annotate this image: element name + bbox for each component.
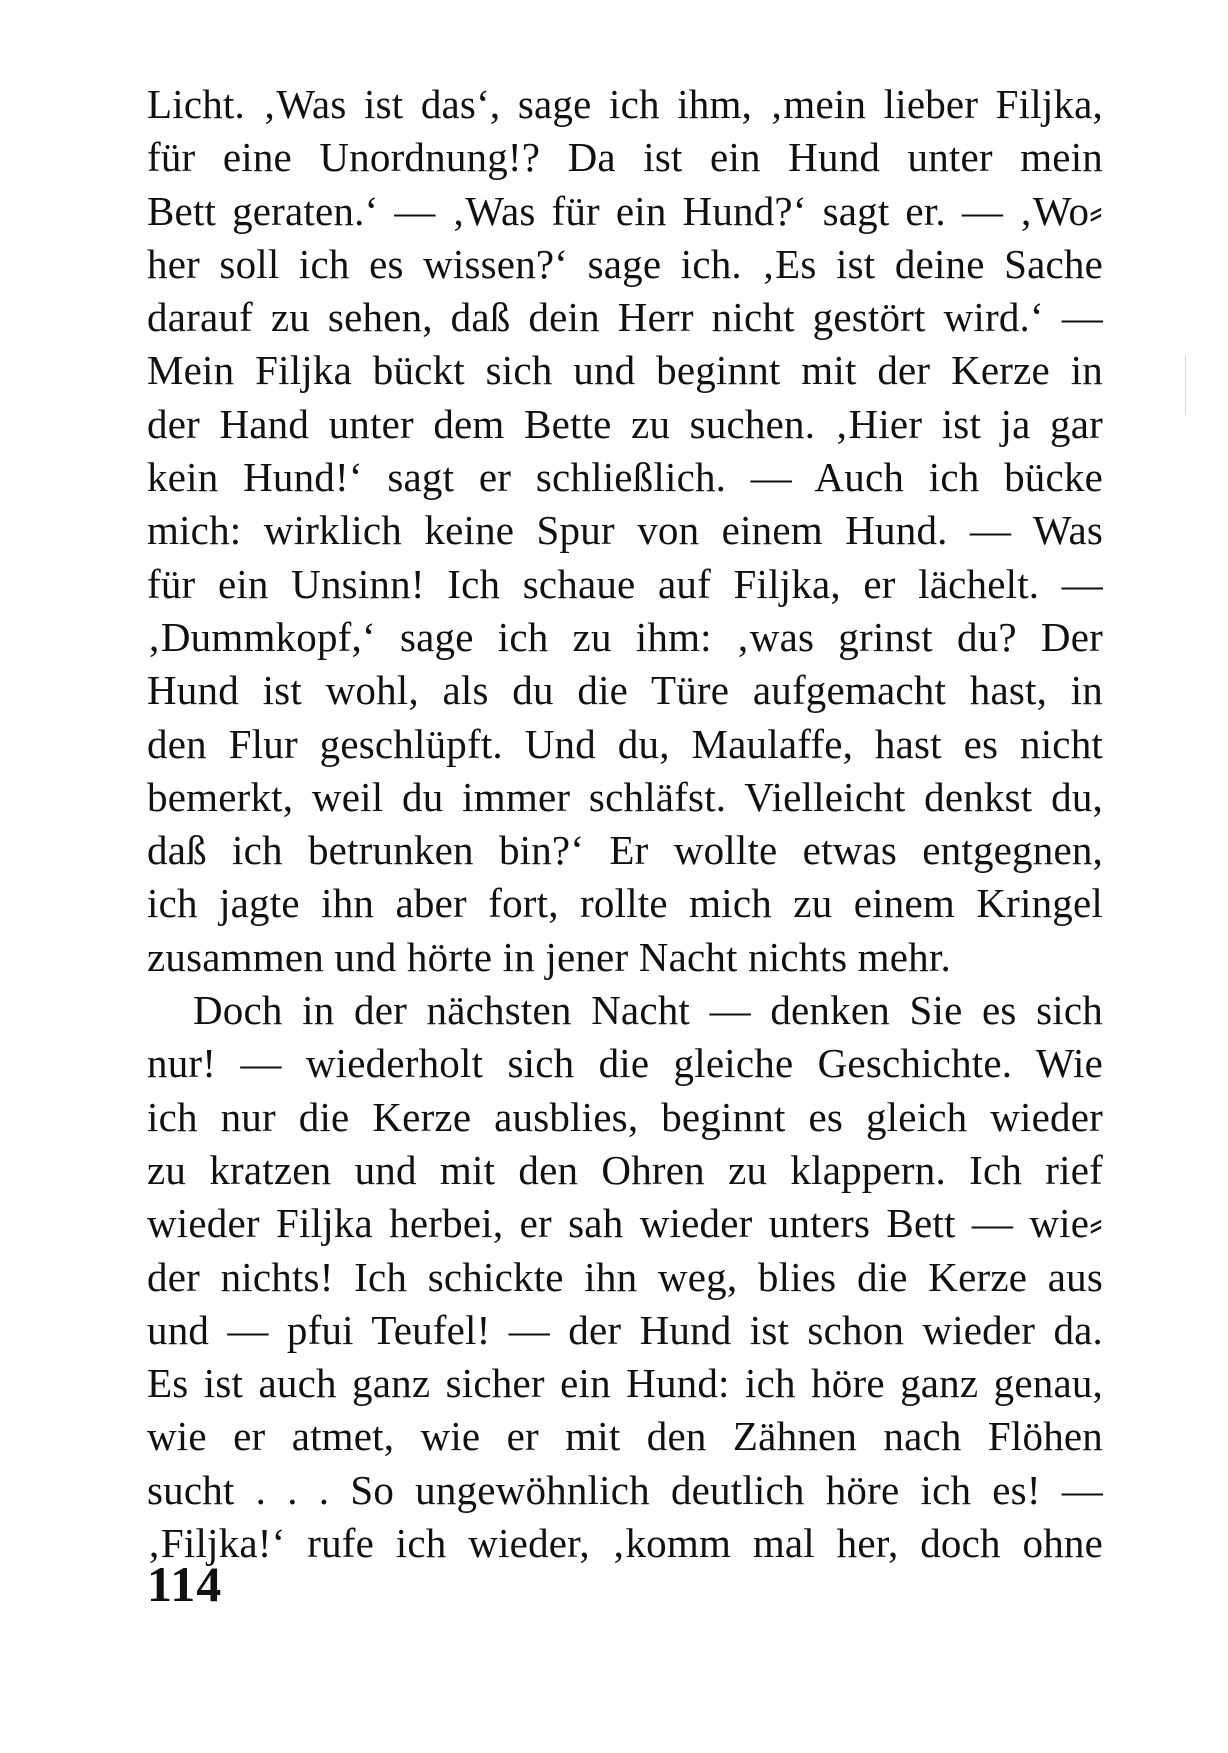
text-line: mich: wirklich keine Spur von einem Hund. — Was [147, 507, 1103, 554]
text-line: zu kratzen und mit den Ohren zu klappern. Ich rief [147, 1146, 1103, 1193]
text-line: für ein Unsinn! Ich schaue auf Filjka, er lächelt. — [147, 560, 1103, 607]
text-line: zusammen und hörte in jener Nacht nichts mehr. [147, 933, 951, 980]
text-line: Hund ist wohl, als du die Türe aufgemacht hast, in [147, 667, 1103, 714]
text-line: kein Hund!‘ sagt er schließlich. — Auch ich bücke [147, 454, 1103, 501]
paragraph-2 [147, 984, 1103, 1570]
text-line: Es ist auch ganz sicher ein Hund: ich höre ganz genau, [147, 1360, 1103, 1407]
text-line: wie er atmet, wie er mit den Zähnen nach Flöhen [147, 1413, 1103, 1460]
text-line: daß ich betrunken bin?‘ Er wollte etwas entgegnen, [147, 827, 1103, 874]
text-line: nur! — wiederholt sich die gleiche Geschichte. Wie [147, 1040, 1103, 1087]
text-line: und — pfui Teufel! — der Hund ist schon wieder da. [147, 1306, 1103, 1353]
text-line: bemerkt, weil du immer schläfst. Vielleicht denkst du, [147, 773, 1103, 820]
page-body [147, 78, 1103, 1570]
margin-mark [1185, 355, 1186, 415]
text-line: für eine Unordnung!? Da ist ein Hund unter mein [147, 134, 1103, 181]
text-line: her soll ich es wissen?‘ sage ich. ‚Es ist deine Sache [147, 240, 1103, 287]
page-number: 114 [147, 1556, 223, 1612]
text-line: Licht. ‚Was ist das‘, sage ich ihm, ‚mein lieber Filjka, [147, 81, 1103, 127]
text-line: Bett geraten.‘ — ‚Was für ein Hund?‘ sagt er. — ‚Wo⸗ [147, 187, 1103, 234]
text-line: sucht . . . So ungewöhnlich deutlich höre ich es! — [147, 1466, 1103, 1513]
text-line: der nichts! Ich schickte ihn weg, blies die Kerze aus [147, 1253, 1103, 1300]
text-line: den Flur geschlüpft. Und du, Maulaffe, hast es nicht [147, 720, 1103, 767]
text-line: der Hand unter dem Bette zu suchen. ‚Hier ist ja gar [147, 400, 1103, 447]
paragraph-1 [147, 78, 1103, 984]
text-line: wieder Filjka herbei, er sah wieder unters Bett — wie⸗ [147, 1200, 1103, 1247]
text-line: Mein Filjka bückt sich und beginnt mit der Kerze in [147, 347, 1103, 394]
text-line: ich nur die Kerze ausblies, beginnt es gleich wieder [147, 1093, 1103, 1140]
text-line: ‚Filjka!‘ rufe ich wieder, ‚komm mal her, doch ohne [147, 1520, 1103, 1567]
text-line: Doch in der nächsten Nacht — denken Sie es sich [193, 987, 1103, 1034]
text-line: ich jagte ihn aber fort, rollte mich zu einem Kringel [147, 880, 1103, 927]
text-line: darauf zu sehen, daß dein Herr nicht gestört wird.‘ — [147, 294, 1103, 341]
text-line: ‚Dummkopf,‘ sage ich zu ihm: ‚was grinst du? Der [147, 613, 1103, 660]
